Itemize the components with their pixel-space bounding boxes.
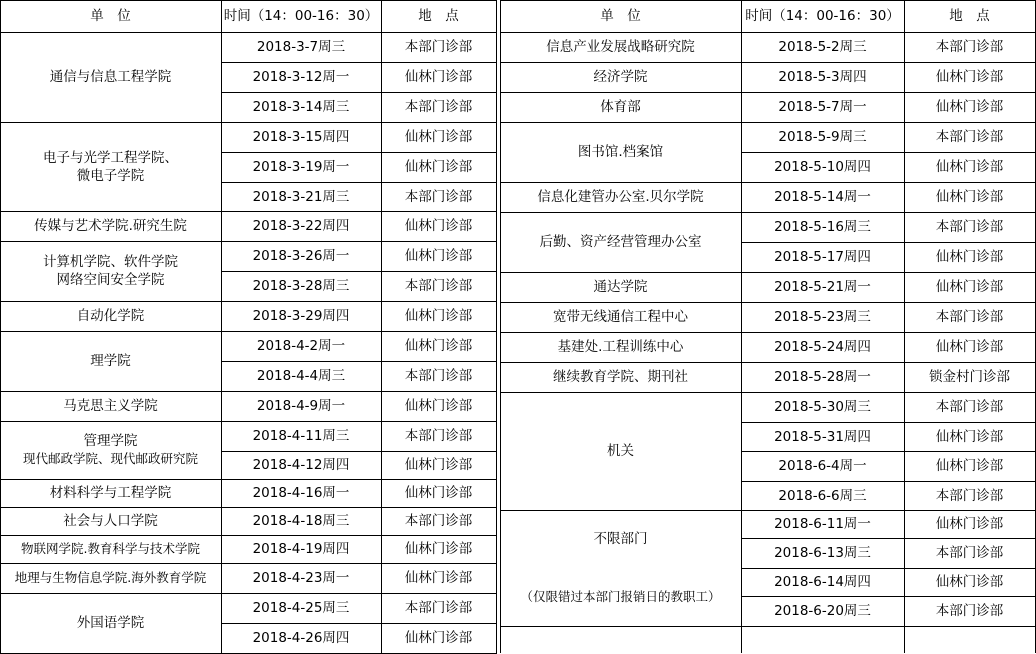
date-cell: 2018-4-19周四 bbox=[252, 541, 350, 557]
header-place: 地 点 bbox=[949, 8, 990, 24]
date-cell: 2018-5-7周一 bbox=[778, 99, 867, 115]
location-cell: 本部门诊部 bbox=[935, 487, 1004, 504]
unit-name-cell bbox=[500, 92, 741, 122]
location-cell: 本部门诊部 bbox=[935, 129, 1004, 145]
location-cell: 仙林门诊部 bbox=[935, 69, 1004, 85]
date-cell: 2018-5-10周四 bbox=[774, 159, 871, 175]
unit-name-cell bbox=[0, 32, 221, 122]
date-cell: 2018-4-11周三 bbox=[252, 428, 350, 444]
date-cell: 2018-3-26周一 bbox=[252, 248, 350, 264]
location-cell: 仙林门诊部 bbox=[404, 129, 473, 145]
date-cell: 2018-3-21周三 bbox=[252, 188, 350, 205]
grid-line bbox=[500, 626, 742, 627]
location-cell: 本部门诊部 bbox=[404, 428, 473, 444]
unit-name-cell bbox=[0, 211, 221, 241]
header-time: 时间（14：00-16：30） bbox=[223, 8, 379, 24]
date-cell: 2018-4-4周三 bbox=[256, 368, 346, 384]
unit-name-cell bbox=[500, 122, 741, 182]
unit-name-line: 通达学院 bbox=[593, 279, 648, 295]
grid-line bbox=[741, 0, 742, 653]
unit-name-line: 宽带无线通信工程中心 bbox=[553, 309, 688, 325]
unit-name-cell bbox=[500, 272, 741, 302]
unit-name-line: 社会与人口学院 bbox=[63, 513, 158, 529]
header-unit: 单 位 bbox=[600, 8, 641, 24]
grid-line bbox=[0, 0, 1, 653]
date-cell: 2018-3-19周一 bbox=[252, 159, 350, 175]
location-cell: 本部门诊部 bbox=[404, 39, 473, 55]
date-cell: 2018-5-24周四 bbox=[774, 339, 871, 355]
grid-line bbox=[221, 0, 222, 653]
date-cell: 2018-3-7周三 bbox=[256, 39, 346, 55]
unit-name-line: 网络空间安全学院 bbox=[56, 272, 165, 288]
date-cell: 2018-5-17周四 bbox=[774, 249, 871, 265]
unit-name-line: 微电子学院 bbox=[76, 167, 145, 184]
date-cell: 2018-4-16周一 bbox=[252, 485, 350, 501]
location-cell: 仙林门诊部 bbox=[404, 308, 473, 324]
date-cell: 2018-5-9周三 bbox=[778, 129, 867, 145]
location-cell: 本部门诊部 bbox=[935, 399, 1004, 415]
unit-name-cell bbox=[500, 32, 741, 62]
location-cell: 本部门诊部 bbox=[404, 600, 473, 616]
date-cell: 2018-4-9周一 bbox=[256, 398, 346, 414]
unit-name-line: 地理与生物信息学院.海外教育学院 bbox=[14, 570, 207, 585]
date-cell: 2018-5-21周一 bbox=[774, 279, 871, 295]
date-cell: 2018-5-14周一 bbox=[774, 189, 871, 205]
date-cell: 2018-4-2周一 bbox=[256, 338, 346, 354]
location-cell: 本部门诊部 bbox=[935, 39, 1004, 55]
unit-name-line: 体育部 bbox=[600, 99, 641, 115]
location-cell: 仙林门诊部 bbox=[935, 159, 1004, 175]
grid-line bbox=[500, 0, 1036, 1]
location-cell: 仙林门诊部 bbox=[404, 248, 473, 264]
location-cell: 本部门诊部 bbox=[404, 188, 473, 205]
location-cell: 仙林门诊部 bbox=[935, 189, 1004, 205]
location-cell: 仙林门诊部 bbox=[935, 516, 1004, 532]
date-cell: 2018-4-18周三 bbox=[252, 513, 350, 529]
location-cell: 仙林门诊部 bbox=[404, 630, 473, 646]
date-cell: 2018-4-26周四 bbox=[252, 630, 350, 646]
unit-name-line: 机关 bbox=[607, 443, 634, 459]
unit-name-cell bbox=[0, 301, 221, 331]
location-cell: 仙林门诊部 bbox=[404, 541, 473, 557]
unit-name-line: 基建处.工程训练中心 bbox=[557, 339, 684, 355]
date-cell: 2018-4-23周一 bbox=[252, 570, 350, 586]
location-cell: 本部门诊部 bbox=[935, 603, 1004, 619]
unit-name-line: 物联网学院.教育科学与技术学院 bbox=[21, 541, 200, 556]
location-cell: 仙林门诊部 bbox=[404, 218, 473, 234]
date-cell: 2018-5-23周三 bbox=[774, 309, 871, 325]
unit-name-cell bbox=[500, 392, 741, 510]
unit-name-cell bbox=[500, 510, 741, 568]
unit-name-line: 材料科学与工程学院 bbox=[49, 485, 172, 501]
unit-name-cell bbox=[500, 332, 741, 362]
unit-name-cell bbox=[500, 302, 741, 332]
schedule-table-right bbox=[500, 0, 1036, 653]
unit-name-line: 后勤、资产经营管理办公室 bbox=[539, 234, 702, 250]
location-cell: 仙林门诊部 bbox=[404, 159, 473, 175]
unit-name-line: 外国语学院 bbox=[76, 615, 145, 631]
location-cell: 本部门诊部 bbox=[404, 513, 473, 529]
date-cell: 2018-5-3周四 bbox=[778, 69, 867, 85]
date-cell: 2018-3-12周一 bbox=[252, 69, 350, 85]
unit-name-line: 现代邮政学院、现代邮政研究院 bbox=[22, 451, 198, 466]
date-cell: 2018-6-13周三 bbox=[774, 545, 871, 561]
date-cell: 2018-3-28周三 bbox=[252, 278, 350, 294]
unit-name-cell bbox=[0, 331, 221, 391]
location-cell: 本部门诊部 bbox=[935, 219, 1004, 235]
unit-name-cell bbox=[0, 563, 221, 593]
unit-name-line: 自动化学院 bbox=[76, 308, 145, 324]
unit-name-line: （仅限错过本部门报销日的教职工） bbox=[520, 589, 721, 604]
location-cell: 仙林门诊部 bbox=[935, 428, 1004, 445]
location-cell: 仙林门诊部 bbox=[404, 457, 473, 473]
unit-name-cell bbox=[0, 535, 221, 563]
location-cell: 本部门诊部 bbox=[404, 368, 473, 384]
unit-name-line: 经济学院 bbox=[593, 69, 648, 85]
date-cell: 2018-4-12周四 bbox=[252, 457, 350, 473]
unit-name-line: 图书馆.档案馆 bbox=[577, 144, 664, 160]
unit-name-line: 信息化建管办公室.贝尔学院 bbox=[537, 189, 704, 205]
date-cell: 2018-5-28周一 bbox=[774, 369, 871, 385]
unit-name-cell bbox=[0, 593, 221, 653]
date-cell: 2018-4-25周三 bbox=[252, 600, 350, 616]
date-cell: 2018-6-14周四 bbox=[774, 574, 871, 590]
location-cell: 仙林门诊部 bbox=[935, 339, 1004, 355]
header-place: 地 点 bbox=[418, 8, 459, 24]
unit-name-cell bbox=[0, 421, 221, 479]
location-cell: 仙林门诊部 bbox=[404, 338, 473, 354]
grid-line bbox=[500, 0, 501, 653]
date-cell: 2018-5-2周三 bbox=[778, 39, 867, 55]
unit-name-cell bbox=[0, 122, 221, 211]
unit-name-line: 电子与光学工程学院、 bbox=[43, 149, 178, 166]
grid-line bbox=[496, 0, 497, 653]
location-cell: 本部门诊部 bbox=[935, 309, 1004, 325]
unit-name-cell bbox=[500, 362, 741, 392]
date-cell: 2018-3-29周四 bbox=[252, 308, 350, 324]
location-cell: 仙林门诊部 bbox=[404, 570, 473, 586]
header-time: 时间（14：00-16：30） bbox=[745, 8, 900, 24]
header-unit: 单 位 bbox=[90, 8, 131, 24]
location-cell: 仙林门诊部 bbox=[935, 99, 1004, 115]
location-cell: 仙林门诊部 bbox=[935, 458, 1004, 474]
grid-line bbox=[381, 0, 382, 653]
grid-line bbox=[0, 0, 497, 1]
unit-name-cell bbox=[500, 568, 741, 626]
unit-name-line: 通信与信息工程学院 bbox=[49, 69, 172, 85]
date-cell: 2018-6-6周三 bbox=[778, 487, 867, 504]
unit-name-cell bbox=[500, 182, 741, 212]
unit-name-line: 管理学院 bbox=[83, 433, 138, 449]
grid-line bbox=[741, 626, 1036, 627]
unit-name-cell bbox=[0, 391, 221, 421]
date-cell: 2018-5-30周三 bbox=[774, 399, 871, 415]
date-cell: 2018-5-16周三 bbox=[774, 219, 871, 235]
location-cell: 本部门诊部 bbox=[935, 545, 1004, 561]
unit-name-cell bbox=[0, 241, 221, 301]
location-cell: 仙林门诊部 bbox=[404, 69, 473, 85]
date-cell: 2018-6-20周三 bbox=[774, 603, 871, 619]
date-cell: 2018-3-14周三 bbox=[252, 99, 350, 115]
location-cell: 锁金村门诊部 bbox=[929, 369, 1010, 385]
unit-name-line: 信息产业发展战略研究院 bbox=[546, 39, 695, 55]
date-cell: 2018-3-15周四 bbox=[252, 129, 350, 145]
date-cell: 2018-6-4周一 bbox=[778, 458, 867, 474]
date-cell: 2018-5-31周四 bbox=[774, 428, 871, 445]
grid-line bbox=[904, 0, 905, 653]
unit-name-cell bbox=[500, 212, 741, 272]
unit-name-cell bbox=[500, 62, 741, 92]
location-cell: 本部门诊部 bbox=[404, 278, 473, 294]
location-cell: 仙林门诊部 bbox=[935, 279, 1004, 295]
unit-name-line: 理学院 bbox=[90, 353, 131, 369]
location-cell: 仙林门诊部 bbox=[935, 574, 1004, 590]
unit-name-line: 马克思主义学院 bbox=[63, 398, 158, 414]
date-cell: 2018-3-22周四 bbox=[252, 218, 350, 234]
location-cell: 仙林门诊部 bbox=[935, 249, 1004, 265]
unit-name-cell bbox=[0, 479, 221, 507]
location-cell: 仙林门诊部 bbox=[404, 485, 473, 501]
location-cell: 本部门诊部 bbox=[404, 99, 473, 115]
unit-name-cell bbox=[0, 507, 221, 535]
unit-name-line: 继续教育学院、期刊社 bbox=[553, 369, 688, 385]
unit-name-line: 计算机学院、软件学院 bbox=[43, 254, 178, 270]
schedule-table-left bbox=[0, 0, 497, 653]
location-cell: 仙林门诊部 bbox=[404, 398, 473, 414]
unit-name-line: 不限部门 bbox=[593, 531, 648, 547]
unit-name-line: 传媒与艺术学院.研究生院 bbox=[34, 218, 187, 234]
date-cell: 2018-6-11周一 bbox=[774, 516, 871, 532]
